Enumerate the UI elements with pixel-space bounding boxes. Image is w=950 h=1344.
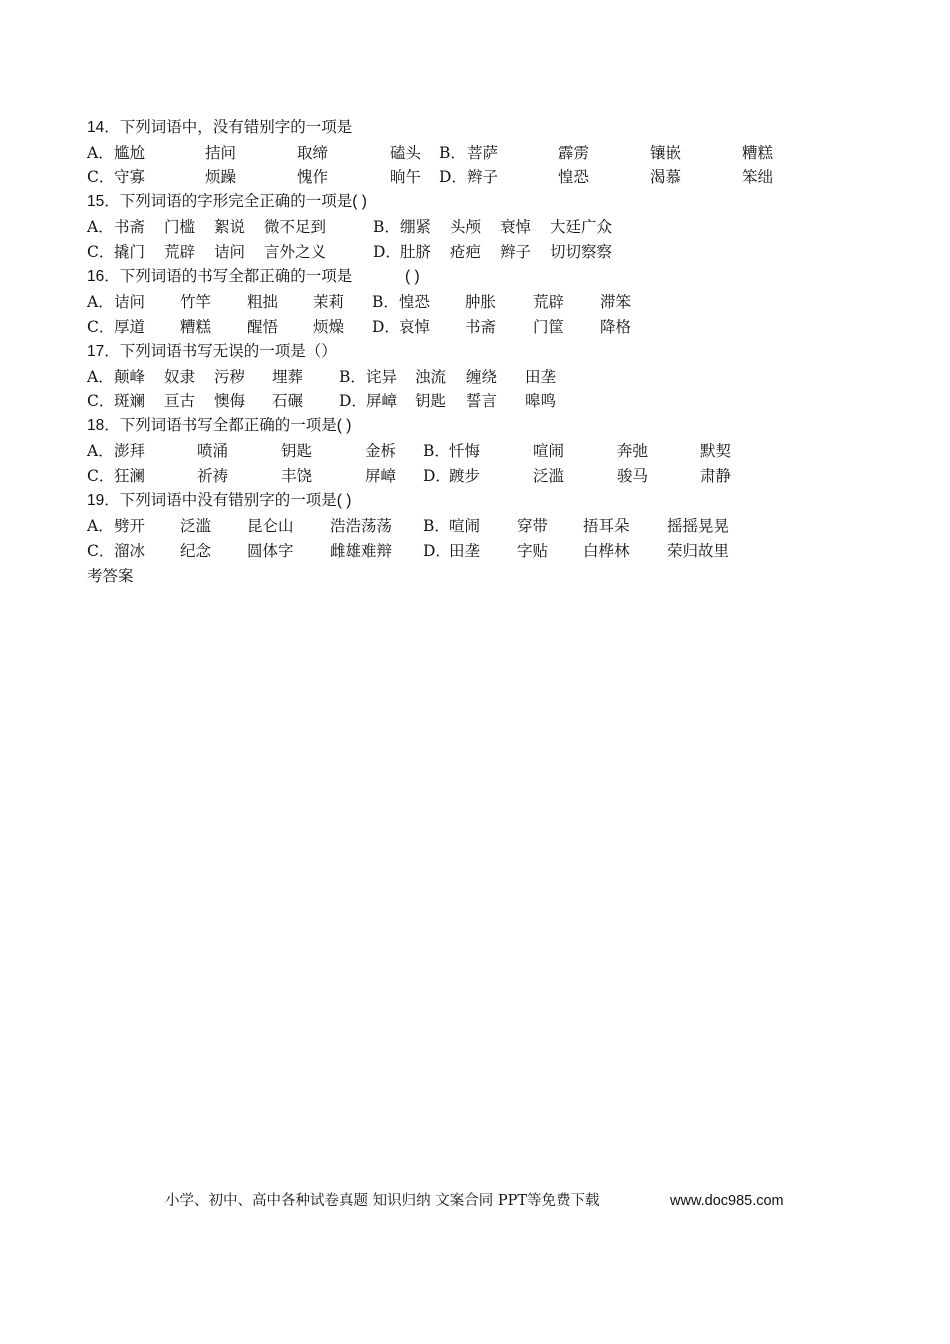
option-word: 茉莉 <box>313 293 345 311</box>
option-word: 白桦林 <box>583 542 630 560</box>
option-word: 肿胀 <box>465 293 497 311</box>
option-word: 喧闹 <box>449 517 481 535</box>
option-label: D． <box>439 168 467 186</box>
option-word: 霹雳 <box>558 144 590 162</box>
option-label: B． <box>372 293 399 311</box>
option-label: B． <box>373 218 400 236</box>
option-word: 泛滥 <box>533 467 565 485</box>
option-label: C． <box>87 542 115 560</box>
option-word: 诘问 <box>114 293 146 311</box>
option-word: 纪念 <box>180 542 212 560</box>
option-word: 田垄 <box>525 368 557 386</box>
option-word: 拮问 <box>205 144 237 162</box>
option-label: B． <box>339 368 366 386</box>
option-word: 磕头 <box>390 144 422 162</box>
option-word: 头颅 <box>450 218 482 236</box>
option-word: 门槛 <box>164 218 196 236</box>
option-word: 奴隶 <box>164 368 196 386</box>
option-word: 懊侮 <box>214 392 246 410</box>
option-label: C． <box>87 318 115 336</box>
option-label: A． <box>87 144 114 162</box>
option-label: A． <box>87 218 114 236</box>
option-word: 钥匙 <box>281 442 313 460</box>
option-word: 竹竿 <box>180 293 212 311</box>
option-label: C． <box>87 467 115 485</box>
option-word: 浩浩荡荡 <box>330 517 393 535</box>
option-word: 誓言 <box>466 392 498 410</box>
option-label: D． <box>423 467 451 485</box>
option-label: B． <box>439 144 466 162</box>
option-word: 滞笨 <box>600 293 632 311</box>
option-word: 浊流 <box>415 368 447 386</box>
footer-text: 小学、初中、高中各种试卷真题 知识归纳 文案合同 PPT等免费下载 <box>165 1193 600 1209</box>
option-word: 荒辟 <box>164 243 196 261</box>
option-word: 骏马 <box>617 467 649 485</box>
option-label: C． <box>87 243 115 261</box>
option-word: 守寡 <box>114 168 146 186</box>
option-word: 烦燥 <box>313 318 345 336</box>
answer-paren: ( ) <box>405 268 420 285</box>
option-word: 辫子 <box>500 243 532 261</box>
option-word: 降格 <box>600 318 632 336</box>
option-label: D． <box>339 392 367 410</box>
option-label: A． <box>87 293 114 311</box>
option-word: 喧闹 <box>533 442 565 460</box>
document-page: 14．下列词语中，没有错别字的一项是 A． 尴尬 拮问 取缔 磕头 B． 菩萨 霹雳 镶嵌 糟糕 C． 守寡 烦躁 愧作 晌午 D． 辫子 惶恐 渴慕 笨绌 15．下列词语的字形完全正确的一项是( ) A． 书斋 门槛 絮说 微不足到 B． 绷紧 头颅 衰悼 大廷广众 C． 撬门 荒辟 诘问 言外之义 D． 肚脐 疮疤 辫子 切切察察 16．下列词语的书写全都正确的一项是 ( ) A． 诘问 竹竿 粗拙 茉莉 B． 惶恐 肿胀 荒辟 滞笨 C． 厚道 糟糕 醒悟 烦燥 D． 哀悼 书斋 门筐 降格 17．下列词语书写无误的一项是（） A． 颠峰 奴隶 污秽 埋葬 B． 诧异 浊流 缠绕 田垄 C． 斑斓 亘古 懊侮 石碾 D． 屏嶂 钥匙 誓言 嗥鸣 18．下列词语书写全都正确的一项是( ) A． 澎拜 喷涌 钥匙 金柝 B． 忏悔 喧闹 奔弛 默契 C． 狂澜 祈祷 丰饶 屏嶂 D． 踱步 泛滥 骏马 肃静 19．下列词语中没有错别字的一项是( ) A． 劈开 泛滥 昆仑山 浩浩荡荡 B． 喧闹 穿带 捂耳朵 摇摇晃晃 C． 溜冰 纪念 圆体字 雌雄难辩 D． 田垄 字贴 白桦林 荣归故里 考答案 小学、初中、高中各种试卷真题 知识归纳 文案合同 PPT等免费下载 www.doc985.com <box>0 0 950 1344</box>
option-word: 穿带 <box>517 517 549 535</box>
option-word: 缠绕 <box>466 368 498 386</box>
option-label: C． <box>87 168 115 186</box>
option-word: 忏悔 <box>449 442 481 460</box>
option-word: 斑斓 <box>114 392 146 410</box>
option-word: 屏嶂 <box>366 392 398 410</box>
option-word: 捂耳朵 <box>583 517 630 535</box>
option-label: A． <box>87 517 114 535</box>
option-word: 昆仑山 <box>247 517 294 535</box>
option-word: 圆体字 <box>247 542 294 560</box>
option-word: 糟糕 <box>180 318 212 336</box>
option-word: 嗥鸣 <box>525 392 557 410</box>
option-word: 渴慕 <box>650 168 682 186</box>
option-word: 字贴 <box>517 542 549 560</box>
page-footer <box>165 1190 784 1212</box>
option-word: 笨绌 <box>742 168 774 186</box>
option-label: B． <box>423 517 450 535</box>
option-word: 烦躁 <box>205 168 237 186</box>
option-word: 惶恐 <box>399 293 431 311</box>
option-word: 默契 <box>700 442 732 460</box>
option-word: 撬门 <box>114 243 146 261</box>
option-word: 微不足到 <box>264 218 327 236</box>
option-word: 污秽 <box>214 368 246 386</box>
option-word: 门筐 <box>533 318 565 336</box>
option-word: 取缔 <box>297 144 329 162</box>
option-word: 糟糕 <box>742 144 774 162</box>
option-label: C． <box>87 392 115 410</box>
option-word: 菩萨 <box>467 144 499 162</box>
footer-site-link[interactable]: www.doc985.com <box>670 1193 784 1209</box>
option-word: 祈祷 <box>197 467 229 485</box>
option-word: 愧作 <box>297 168 329 186</box>
option-label: B． <box>423 442 450 460</box>
option-word: 丰饶 <box>281 467 313 485</box>
option-word: 溜冰 <box>114 542 146 560</box>
option-word: 绷紧 <box>400 218 432 236</box>
option-label: A． <box>87 368 114 386</box>
option-word: 埋葬 <box>272 368 304 386</box>
option-word: 尴尬 <box>114 144 146 162</box>
option-word: 诧异 <box>366 368 398 386</box>
option-word: 粗拙 <box>247 293 279 311</box>
option-word: 荣归故里 <box>667 542 730 560</box>
option-word: 哀悼 <box>399 318 431 336</box>
option-word: 絮说 <box>214 218 246 236</box>
option-word: 书斋 <box>114 218 146 236</box>
option-word: 摇摇晃晃 <box>667 517 730 535</box>
option-word: 雌雄难辩 <box>330 542 393 560</box>
option-label: D． <box>373 243 401 261</box>
option-word: 奔弛 <box>617 442 649 460</box>
option-word: 疮疤 <box>450 243 482 261</box>
option-word: 石碾 <box>272 392 304 410</box>
option-label: A． <box>87 442 114 460</box>
option-word: 泛滥 <box>180 517 212 535</box>
option-word: 诘问 <box>214 243 246 261</box>
option-word: 荒辟 <box>533 293 565 311</box>
option-word: 钥匙 <box>415 392 447 410</box>
option-word: 书斋 <box>465 318 497 336</box>
option-word: 屏嶂 <box>365 467 397 485</box>
option-word: 言外之义 <box>264 243 327 261</box>
option-word: 澎拜 <box>114 442 146 460</box>
option-word: 大廷广众 <box>550 218 613 236</box>
option-word: 衰悼 <box>500 218 532 236</box>
option-word: 金柝 <box>365 442 397 460</box>
option-word: 切切察察 <box>550 243 613 261</box>
option-word: 醒悟 <box>247 318 279 336</box>
option-word: 辫子 <box>467 168 499 186</box>
option-word: 劈开 <box>114 517 146 535</box>
option-word: 惶恐 <box>558 168 590 186</box>
option-word: 肃静 <box>700 467 732 485</box>
option-label: D． <box>423 542 451 560</box>
option-word: 田垄 <box>449 542 481 560</box>
option-word: 颠峰 <box>114 368 146 386</box>
option-word: 镶嵌 <box>650 144 682 162</box>
option-word: 喷涌 <box>197 442 229 460</box>
option-word: 踱步 <box>449 467 481 485</box>
option-word: 亘古 <box>164 392 196 410</box>
option-word: 狂澜 <box>114 467 146 485</box>
option-word: 肚脐 <box>400 243 432 261</box>
option-word: 厚道 <box>114 318 146 336</box>
option-label: D． <box>372 318 400 336</box>
option-word: 晌午 <box>390 168 422 186</box>
